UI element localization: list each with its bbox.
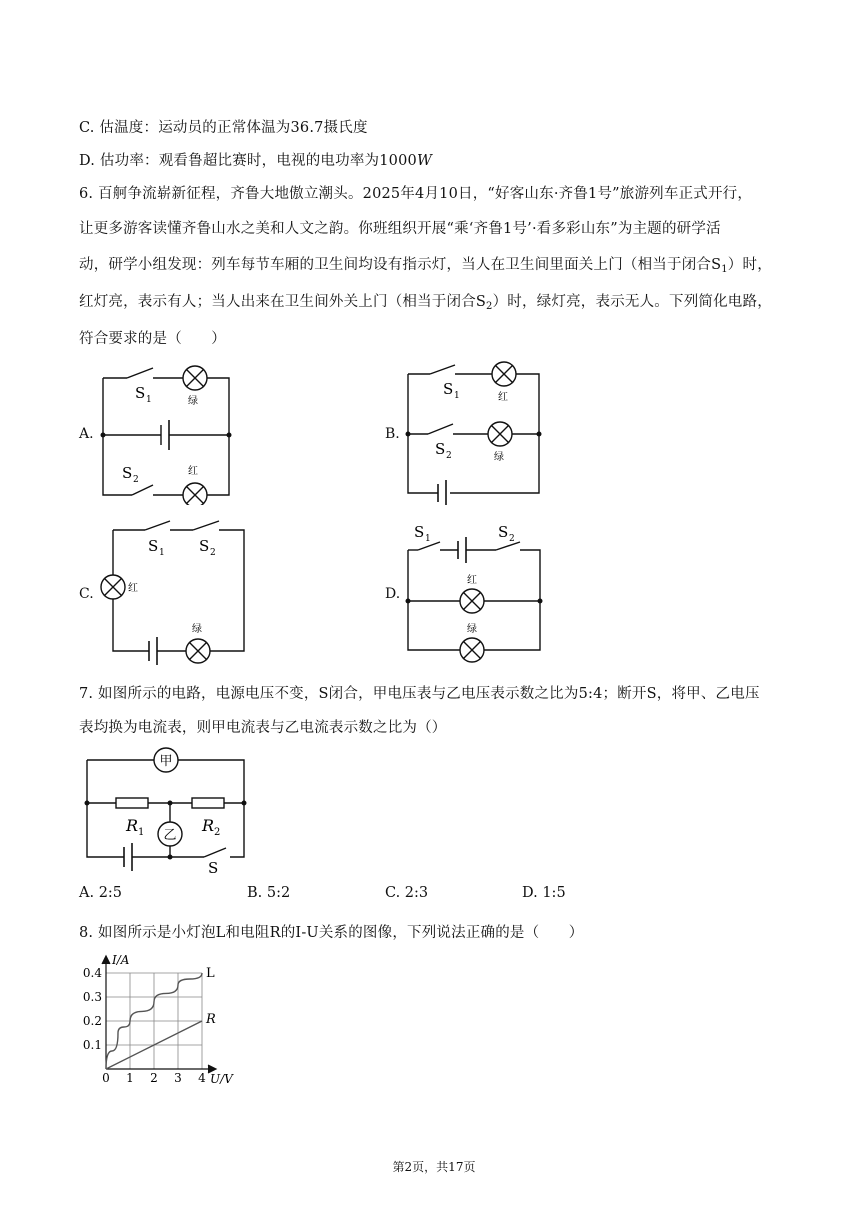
switch-s2-sub: 2 [446, 451, 452, 461]
y-tick-label: 0.3 [82, 990, 102, 1004]
unit-w: W [416, 153, 433, 169]
x-tick-label: 1 [126, 1071, 134, 1085]
lamp-green-label: 绿 [192, 624, 202, 635]
subscript: 1 [721, 264, 728, 275]
circuit-q7 [80, 745, 255, 875]
switch-s1-sub: 1 [425, 534, 431, 544]
q7-choice-b: B. 5:2 [247, 885, 291, 901]
option-c-q5: C. 估温度：运动员的正常体温为36.7摄氏度 [79, 120, 368, 136]
q7-choice-a: A. 2:5 [79, 885, 123, 901]
subscript: 2 [486, 301, 493, 312]
switch-s2-label: S [435, 440, 446, 458]
switch-s2-label: S [498, 523, 509, 541]
switch-s1-label: S [135, 384, 146, 402]
lamp-green-label: 绿 [467, 624, 477, 635]
switch-s-label: S [208, 859, 219, 875]
y-tick-label: 0.1 [82, 1038, 102, 1052]
y-axis-label: I/A [112, 953, 130, 967]
q7-choice-d: D. 1:5 [522, 885, 566, 901]
q6-line3-end: ）时， [727, 257, 772, 273]
switch-s1-label: S [414, 523, 425, 541]
y-tick-label: 0.4 [82, 966, 102, 980]
circuit-c [95, 515, 255, 665]
x-tick-label: 4 [198, 1071, 206, 1085]
q6-line4-end: ）时，绿灯亮，表示无人。下列简化电路， [492, 294, 772, 310]
lamp-red-label: 红 [498, 392, 508, 403]
question-7-line-2: 表均换为电流表，则甲电流表与乙电流表示数之比为（） [79, 720, 447, 736]
x-tick-label: 3 [174, 1071, 182, 1085]
lamp-red-label: 红 [467, 575, 477, 586]
x-axis-label: U/V [210, 1072, 233, 1085]
resistor-r1-label: R [126, 816, 139, 835]
lamp-red-label: 红 [128, 583, 138, 594]
circuit-b [400, 360, 550, 505]
series-label-r: R [206, 1012, 216, 1027]
series-label-l: L [206, 966, 215, 981]
option-d-text: D. 估功率：观看鲁超比赛时，电视的电功率为1000 [79, 153, 417, 169]
q6-option-d-label: D. [385, 586, 401, 602]
switch-s2-label: S [122, 464, 133, 482]
x-tick-label: 0 [102, 1071, 110, 1085]
switch-s2-sub: 2 [210, 548, 216, 558]
option-d-q5 [79, 149, 432, 170]
resistor-r2-sub: 2 [214, 827, 221, 838]
question-8-line-1: 8. 如图所示是小灯泡L和电阻R的I-U关系的图像，下列说法正确的是（ ） [79, 925, 584, 941]
switch-s2-label: S [199, 537, 210, 555]
question-6-line-1: 6. 百舸争流崭新征程，齐鲁大地傲立潮头。2025年4月10日，“好客山东·齐鲁1号”旅游列车正式开行， [79, 186, 753, 202]
q6-line4-text: 红灯亮，表示有人；当人出来在卫生间外关上门（相当于闭合S [79, 294, 487, 310]
switch-s2-sub: 2 [133, 475, 139, 485]
switch-s1-sub: 1 [159, 548, 165, 558]
lamp-red-label: 红 [188, 466, 198, 477]
question-7-line-1: 7. 如图所示的电路，电源电压不变，S闭合，甲电压表与乙电压表示数之比为5:4；断开S，将甲、乙电压 [79, 686, 760, 702]
x-tick-label: 2 [150, 1071, 158, 1085]
meter-yi-label: 乙 [163, 828, 177, 843]
switch-s1-sub: 1 [146, 395, 152, 405]
resistor-r2-label: R [202, 816, 215, 835]
circuit-a [95, 360, 245, 505]
q6-option-a-label: A. [79, 426, 94, 442]
lamp-green-label: 绿 [494, 452, 504, 463]
page-footer: 第2页，共17页 [392, 1160, 476, 1174]
question-6-line-4 [79, 290, 772, 312]
switch-s1-label: S [443, 380, 454, 398]
switch-s1-label: S [148, 537, 159, 555]
q7-choice-c: C. 2:3 [385, 885, 429, 901]
question-6-line-2: 让更多游客读懂齐鲁山水之美和人文之韵。你班组织开展“乘‘齐鲁1号’·看多彩山东”为主题的研学活 [79, 221, 721, 237]
q6-option-c-label: C. [79, 586, 94, 602]
resistor-r1-sub: 1 [138, 827, 145, 838]
q6-option-b-label: B. [385, 426, 400, 442]
question-6-line-5: 符合要求的是（ ） [79, 331, 226, 347]
y-tick-label: 0.2 [82, 1014, 102, 1028]
question-6-line-3 [79, 253, 772, 275]
circuit-d [400, 515, 555, 665]
switch-s2-sub: 2 [509, 534, 515, 544]
q6-line3-text: 动，研学小组发现：列车每节车厢的卫生间均设有指示灯，当人在卫生间里面关上门（相当于闭合S [79, 257, 722, 273]
iu-graph [76, 950, 246, 1085]
switch-s1-sub: 1 [454, 391, 460, 401]
lamp-green-label: 绿 [188, 396, 198, 407]
meter-jia-label: 甲 [159, 754, 173, 769]
